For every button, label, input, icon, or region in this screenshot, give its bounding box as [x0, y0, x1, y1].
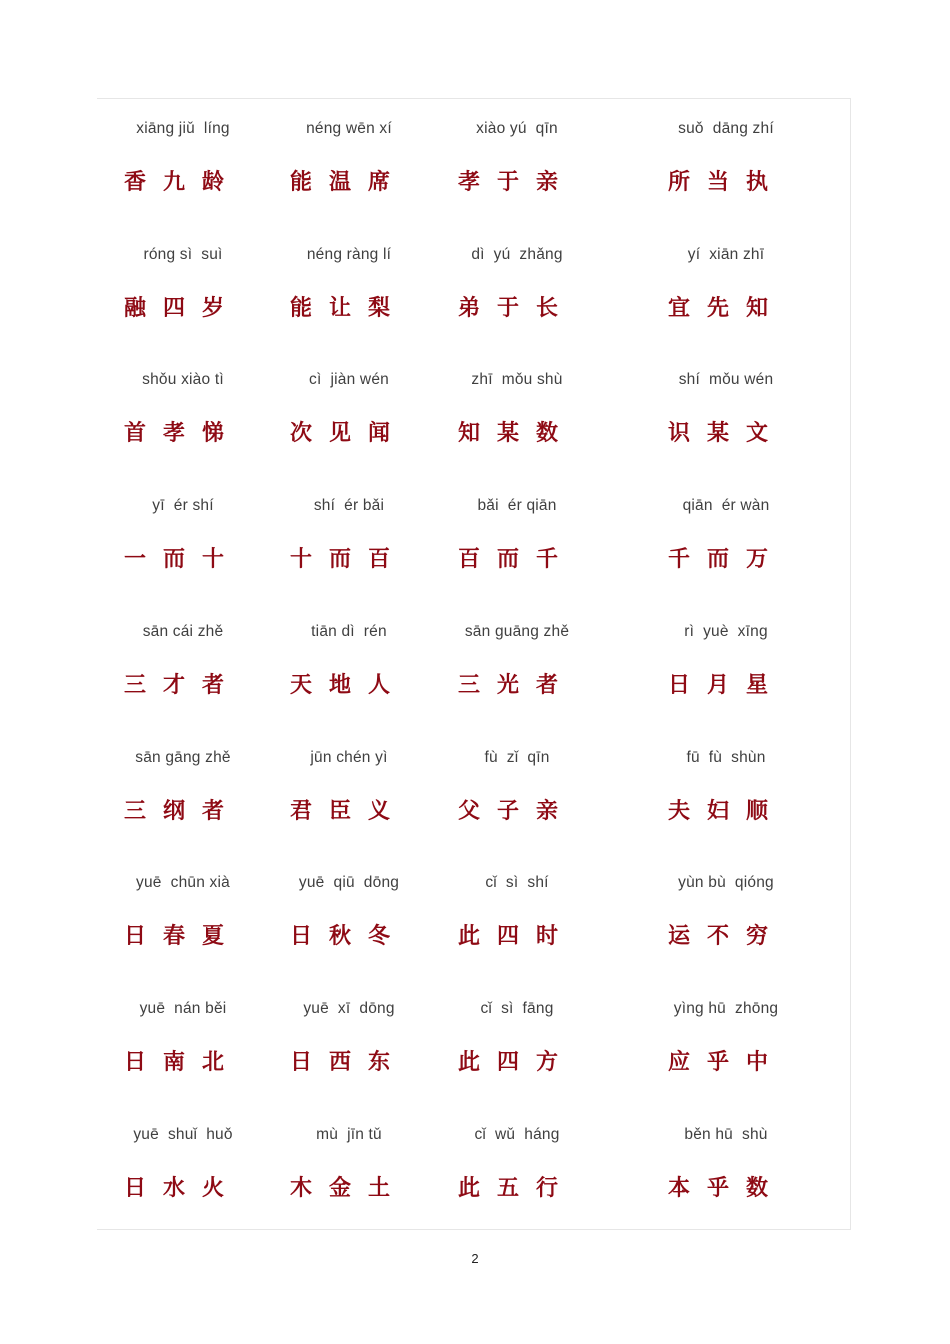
pinyin-line: shǒu xiào tì: [142, 371, 224, 389]
hanzi-char: 知: [746, 295, 769, 321]
hanzi-char: 数: [536, 421, 559, 447]
hanzi-char: 闻: [368, 421, 391, 447]
hanzi-char: 者: [202, 672, 225, 698]
hanzi-char: 而: [707, 547, 730, 573]
pinyin-line: fū fù shùn: [686, 748, 766, 766]
hanzi-line: [668, 1045, 868, 1076]
hanzi-char: 此: [458, 1049, 481, 1075]
hanzi-line: [668, 668, 868, 699]
hanzi-char: 者: [536, 672, 559, 698]
hanzi-char: 见: [329, 421, 352, 447]
hanzi-char: 长: [536, 295, 559, 321]
hanzi-char: 春: [163, 924, 186, 950]
pinyin-line: cǐ sì shí: [485, 874, 549, 892]
hanzi-char: 乎: [707, 1049, 730, 1075]
hanzi-char: 不: [707, 924, 730, 950]
hanzi-char: 十: [290, 547, 313, 573]
hanzi-char: 孝: [163, 421, 186, 447]
pinyin-line: běn hū shù: [684, 1125, 768, 1143]
hanzi-line: [668, 919, 868, 950]
hanzi-char: 岁: [202, 295, 225, 321]
hanzi-char: 五: [497, 1175, 520, 1201]
pinyin-line: néng wēn xí: [306, 120, 392, 137]
hanzi-char: 某: [707, 421, 730, 447]
pinyin-line: rì yuè xīng: [684, 622, 768, 640]
hanzi-char: 运: [668, 924, 691, 950]
pinyin-line: dì yú zhǎng: [471, 245, 563, 263]
hanzi-char: 行: [536, 1175, 559, 1201]
hanzi-char: 三: [124, 798, 147, 824]
hanzi-char: 才: [163, 672, 186, 698]
pinyin-line: qiān ér wàn: [682, 497, 770, 515]
hanzi-char: 乎: [707, 1175, 730, 1201]
hanzi-char: 温: [329, 170, 352, 195]
hanzi-char: 亲: [536, 170, 559, 195]
hanzi-char: 应: [668, 1049, 691, 1075]
pinyin-line: yuē qiū dōng: [298, 874, 400, 892]
hanzi-char: 顺: [746, 798, 769, 824]
hanzi-char: 悌: [202, 421, 225, 447]
page-number: 2: [471, 1251, 479, 1266]
hanzi-char: 能: [290, 295, 313, 321]
hanzi-char: 时: [536, 924, 559, 950]
pinyin-line: sān guāng zhě: [464, 622, 570, 640]
hanzi-char: 子: [497, 798, 520, 824]
hanzi-char: 地: [329, 672, 352, 698]
hanzi-line: [458, 794, 658, 825]
hanzi-char: 秋: [329, 924, 352, 950]
pinyin-line: yuē xī dōng: [303, 999, 395, 1017]
hanzi-char: 于: [497, 170, 520, 195]
hanzi-char: 日: [124, 1175, 147, 1201]
hanzi-line: [458, 668, 658, 699]
hanzi-line: [668, 416, 868, 447]
pinyin-line: yuē nán běi: [139, 999, 227, 1017]
pinyin-line: yuē shuǐ huǒ: [133, 1125, 233, 1143]
hanzi-char: 某: [497, 421, 520, 447]
hanzi-char: 知: [458, 421, 481, 447]
hanzi-char: 亲: [536, 798, 559, 824]
hanzi-line: [458, 1045, 658, 1076]
hanzi-char: 人: [368, 672, 391, 698]
pinyin-line: sān cái zhě: [142, 622, 224, 640]
hanzi-char: 南: [163, 1049, 186, 1075]
hanzi-char: 日: [290, 1049, 313, 1075]
hanzi-line: [668, 291, 868, 322]
pinyin-line: mù jīn tǔ: [316, 1125, 382, 1143]
pinyin-line: cǐ sì fāng: [480, 999, 554, 1017]
hanzi-char: 千: [536, 547, 559, 573]
hanzi-line: [668, 794, 868, 825]
hanzi-char: 日: [290, 924, 313, 950]
hanzi-char: 执: [746, 170, 769, 195]
hanzi-char: 能: [290, 170, 313, 195]
hanzi-char: 香: [124, 170, 147, 195]
hanzi-char: 妇: [707, 798, 730, 824]
hanzi-char: 冬: [368, 924, 391, 950]
hanzi-char: 让: [329, 295, 352, 321]
hanzi-line: [668, 542, 868, 573]
pinyin-line: néng ràng lí: [306, 245, 392, 263]
hanzi-char: 日: [668, 672, 691, 698]
hanzi-char: 四: [163, 295, 186, 321]
hanzi-char: 夫: [668, 798, 691, 824]
hanzi-char: 孝: [458, 170, 481, 195]
hanzi-line: [458, 416, 658, 447]
pinyin-line: yí xiān zhī: [687, 245, 765, 263]
pinyin-line: bǎi ér qiān: [477, 497, 557, 515]
hanzi-char: 百: [458, 547, 481, 573]
hanzi-line: [458, 165, 658, 196]
pinyin-line: yùn bù qióng: [678, 874, 774, 892]
hanzi-char: 月: [707, 672, 730, 698]
pinyin-line: róng sì suì: [143, 245, 223, 263]
hanzi-char: 次: [290, 421, 313, 447]
pinyin-line: jūn chén yì: [310, 748, 388, 766]
hanzi-char: 一: [124, 547, 147, 573]
hanzi-char: 臣: [329, 798, 352, 824]
hanzi-char: 万: [746, 547, 769, 573]
hanzi-char: 日: [124, 1049, 147, 1075]
hanzi-char: 光: [497, 672, 520, 698]
pinyin-line: shí ér bǎi: [313, 497, 385, 515]
pinyin-line: zhī mǒu shù: [471, 371, 563, 389]
hanzi-char: 所: [668, 170, 691, 195]
hanzi-char: 义: [368, 798, 391, 824]
hanzi-char: 融: [124, 295, 147, 321]
hanzi-char: 席: [368, 170, 391, 195]
hanzi-char: 星: [746, 672, 769, 698]
hanzi-char: 首: [124, 421, 147, 447]
hanzi-char: 日: [124, 924, 147, 950]
pinyin-line: suǒ dāng zhí: [678, 120, 774, 137]
hanzi-char: 文: [746, 421, 769, 447]
pinyin-line: yìng hū zhōng: [673, 999, 779, 1017]
hanzi-char: 而: [497, 547, 520, 573]
hanzi-char: 君: [290, 798, 313, 824]
hanzi-char: 东: [368, 1049, 391, 1075]
pinyin-line: cì jiàn wén: [309, 371, 389, 389]
hanzi-char: 中: [746, 1049, 769, 1075]
hanzi-char: 先: [707, 295, 730, 321]
pinyin-line: fù zǐ qīn: [484, 748, 550, 766]
hanzi-char: 水: [163, 1175, 186, 1201]
hanzi-char: 于: [497, 295, 520, 321]
hanzi-char: 父: [458, 798, 481, 824]
hanzi-char: 千: [668, 547, 691, 573]
pinyin-line: tiān dì rén: [311, 622, 387, 640]
hanzi-line: [458, 542, 658, 573]
hanzi-char: 宜: [668, 295, 691, 321]
hanzi-line: [458, 1171, 658, 1202]
hanzi-char: 者: [202, 798, 225, 824]
hanzi-char: 四: [497, 1049, 520, 1075]
hanzi-char: 火: [202, 1175, 225, 1201]
hanzi-char: 天: [290, 672, 313, 698]
hanzi-char: 龄: [202, 170, 225, 195]
hanzi-line: [458, 919, 658, 950]
hanzi-char: 方: [536, 1049, 559, 1075]
hanzi-char: 夏: [202, 924, 225, 950]
hanzi-char: 金: [329, 1175, 352, 1201]
hanzi-char: 纲: [163, 798, 186, 824]
hanzi-char: 三: [124, 672, 147, 698]
hanzi-char: 西: [329, 1049, 352, 1075]
hanzi-char: 当: [707, 170, 730, 195]
pinyin-line: shí mǒu wén: [678, 371, 774, 389]
hanzi-line: [668, 1171, 868, 1202]
hanzi-char: 穷: [746, 924, 769, 950]
hanzi-char: 百: [368, 547, 391, 573]
pinyin-line: xiāng jiǔ líng: [136, 120, 230, 137]
pinyin-line: cǐ wǔ háng: [474, 1125, 560, 1143]
hanzi-char: 此: [458, 1175, 481, 1201]
hanzi-char: 九: [163, 170, 186, 195]
hanzi-char: 数: [746, 1175, 769, 1201]
hanzi-char: 梨: [368, 295, 391, 321]
hanzi-char: 四: [497, 924, 520, 950]
hanzi-char: 十: [202, 547, 225, 573]
hanzi-char: 土: [368, 1175, 391, 1201]
pinyin-line: yuē chūn xià: [136, 874, 230, 892]
hanzi-char: 此: [458, 924, 481, 950]
hanzi-char: 三: [458, 672, 481, 698]
hanzi-char: 而: [329, 547, 352, 573]
hanzi-char: 北: [202, 1049, 225, 1075]
hanzi-char: 本: [668, 1175, 691, 1201]
pinyin-line: yī ér shí: [152, 497, 214, 515]
pinyin-line: sān gāng zhě: [135, 748, 231, 766]
hanzi-char: 弟: [458, 295, 481, 321]
hanzi-line: [668, 165, 868, 196]
hanzi-char: 木: [290, 1175, 313, 1201]
hanzi-line: [458, 291, 658, 322]
pinyin-line: xiào yú qīn: [476, 120, 558, 137]
hanzi-char: 识: [668, 421, 691, 447]
hanzi-char: 而: [163, 547, 186, 573]
